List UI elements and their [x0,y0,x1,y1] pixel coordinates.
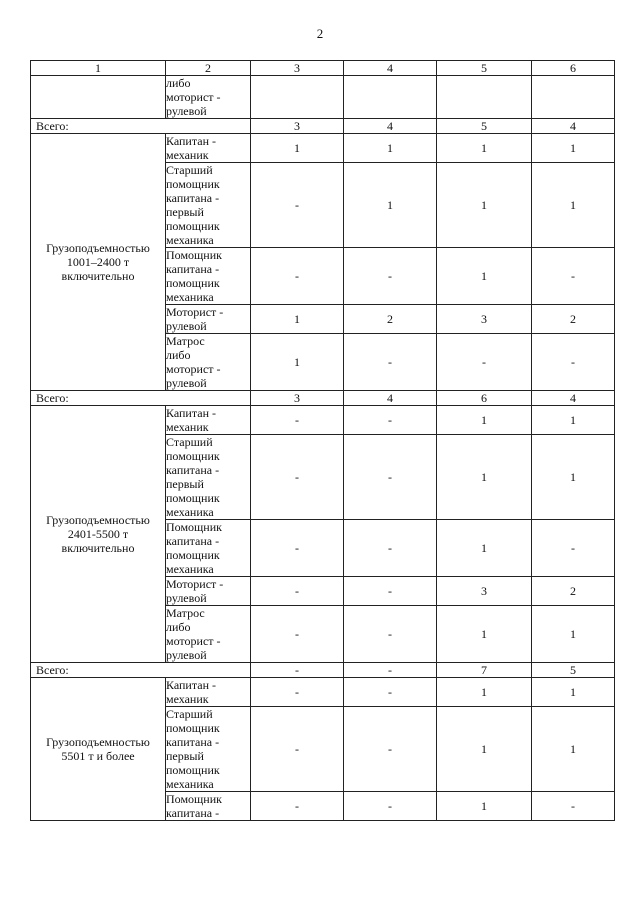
table-row [31,678,615,707]
position-cell: Помощник капитана - помощник механика [166,248,251,305]
category-cell [31,76,166,119]
crew-count-cell: - [251,435,344,520]
crew-count-cell: 1 [251,334,344,391]
total-label: Всего: [31,391,251,406]
crew-count-cell: 1 [532,134,615,163]
capacity-category-cell: Грузоподъемностью 5501 т и более [31,678,166,821]
position-cell: Старший помощник капитана - первый помощник механика [166,435,251,520]
position-cell: Помощник капитана - [166,792,251,821]
crew-count-cell: - [344,577,437,606]
crew-count-cell: - [344,792,437,821]
page-number: 2 [316,26,324,41]
total-value-cell: - [344,663,437,678]
total-value-cell: 4 [344,119,437,134]
column-number-header: 6 [532,61,615,76]
position-cell: Матрос либо моторист - рулевой [166,334,251,391]
position-cell: Капитан - механик [166,134,251,163]
crew-count-cell: 1 [532,406,615,435]
crew-count-cell: 3 [437,577,532,606]
total-value-cell: 5 [532,663,615,678]
position-cell: Капитан - механик [166,678,251,707]
position-cell: Помощник капитана - помощник механика [166,520,251,577]
total-value-cell: 7 [437,663,532,678]
crew-count-cell [437,76,532,119]
crew-count-cell: - [532,520,615,577]
crew-count-cell: - [344,406,437,435]
crew-count-cell: - [251,707,344,792]
crew-count-cell: 1 [437,678,532,707]
crew-count-cell: - [251,577,344,606]
capacity-category-cell: Грузоподъемностью 1001–2400 т включительно [31,134,166,391]
table-row [31,76,615,119]
crew-count-cell: 1 [532,435,615,520]
column-number-header: 5 [437,61,532,76]
crew-count-cell: 1 [251,305,344,334]
crew-count-cell: - [251,792,344,821]
crew-count-cell: - [344,435,437,520]
crew-staffing-table [30,60,615,821]
position-cell: Старший помощник капитана - первый помощник механика [166,707,251,792]
table-header-row [31,61,615,76]
crew-count-cell: 1 [532,606,615,663]
total-label: Всего: [31,663,251,678]
crew-count-cell: 1 [437,792,532,821]
crew-count-cell: 1 [532,707,615,792]
crew-count-cell: - [251,406,344,435]
crew-count-cell: - [251,678,344,707]
crew-count-cell: - [344,707,437,792]
crew-count-cell: 1 [437,406,532,435]
crew-count-cell: 1 [437,248,532,305]
total-value-cell: 4 [532,391,615,406]
position-cell: Капитан - механик [166,406,251,435]
position-cell: Матрос либо моторист - рулевой [166,606,251,663]
crew-count-cell: - [344,248,437,305]
table-row [31,134,615,163]
crew-count-cell [532,76,615,119]
crew-count-cell: - [532,334,615,391]
total-value-cell: 4 [532,119,615,134]
crew-count-cell: 1 [437,520,532,577]
total-value-cell: 6 [437,391,532,406]
crew-count-cell: 1 [344,134,437,163]
crew-count-cell: - [344,606,437,663]
crew-count-cell: - [344,334,437,391]
crew-count-cell: - [437,334,532,391]
crew-count-cell: 1 [532,163,615,248]
table-row [31,406,615,435]
total-value-cell: 5 [437,119,532,134]
total-row [31,391,615,406]
crew-count-cell: - [532,792,615,821]
crew-count-cell: - [532,248,615,305]
crew-count-cell: 1 [437,606,532,663]
position-cell: Старший помощник капитана - первый помощник механика [166,163,251,248]
capacity-category-cell: Грузоподъемностью 2401-5500 т включительно [31,406,166,663]
crew-count-cell: 2 [344,305,437,334]
column-number-header: 4 [344,61,437,76]
crew-count-cell: 1 [437,134,532,163]
total-value-cell: 4 [344,391,437,406]
position-cell: либо моторист - рулевой [166,76,251,119]
column-number-header: 2 [166,61,251,76]
crew-count-cell: 3 [437,305,532,334]
crew-count-cell: - [344,678,437,707]
total-label: Всего: [31,119,251,134]
crew-count-cell: 1 [532,678,615,707]
crew-count-cell: - [251,520,344,577]
column-number-header: 3 [251,61,344,76]
position-cell: Моторист - рулевой [166,577,251,606]
crew-count-cell: - [251,163,344,248]
crew-count-cell [344,76,437,119]
total-value-cell: 3 [251,119,344,134]
crew-count-cell: 1 [344,163,437,248]
crew-count-cell: 1 [437,435,532,520]
crew-count-cell: 1 [437,707,532,792]
crew-count-cell [251,76,344,119]
crew-count-cell: - [344,520,437,577]
crew-count-cell: 1 [437,163,532,248]
crew-count-cell: - [251,248,344,305]
position-cell: Моторист - рулевой [166,305,251,334]
total-value-cell: - [251,663,344,678]
total-row [31,663,615,678]
total-value-cell: 3 [251,391,344,406]
crew-count-cell: 1 [251,134,344,163]
crew-count-cell: 2 [532,305,615,334]
crew-count-cell: 2 [532,577,615,606]
total-row [31,119,615,134]
column-number-header: 1 [31,61,166,76]
crew-count-cell: - [251,606,344,663]
